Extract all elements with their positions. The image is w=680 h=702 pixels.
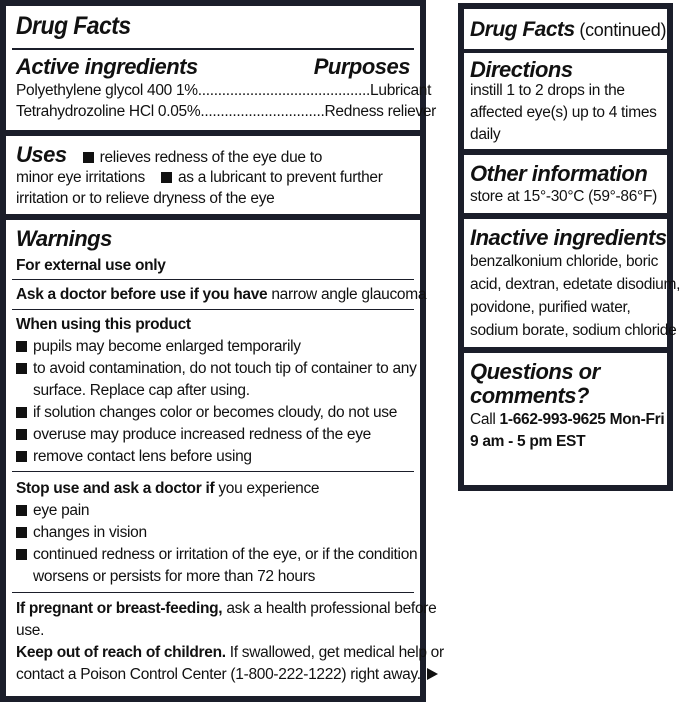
- active-ingredients-box: [6, 6, 437, 130]
- directions-line: affected eye(s) up to 4 times: [470, 104, 657, 121]
- warnings-box: [6, 220, 444, 696]
- bullet-square-icon: [16, 407, 27, 418]
- ingredient-name: Tetrahydrozoline HCl 0.05%: [16, 103, 201, 120]
- when-item-text: remove contact lens before using: [33, 448, 252, 465]
- stop-item-text: eye pain: [33, 502, 90, 519]
- purpose-label: Redness reliever: [324, 103, 437, 120]
- directions-box: [464, 53, 667, 149]
- bullet-square-icon: [16, 429, 27, 440]
- bullet-square-icon: [83, 152, 94, 163]
- when-item: [16, 446, 252, 468]
- keep-out-bold: Keep out of reach of children.: [16, 644, 226, 661]
- keep-out-cont: contact a Poison Control Center (1-800-222-1222) right away.: [16, 666, 421, 683]
- stop-item: [16, 500, 89, 522]
- ingredient-name: Polyethylene glycol 400 1%: [16, 82, 198, 99]
- stop-use-line: [16, 478, 319, 500]
- when-item: [16, 358, 417, 380]
- when-item-text: pupils may become enlarged temporarily: [33, 338, 301, 355]
- drug-facts-title: Drug Facts: [16, 12, 131, 40]
- pregnant-text: ask a health professional before: [222, 600, 437, 617]
- section-rule: [12, 471, 414, 472]
- active-row-1: [16, 81, 432, 101]
- keep-out-text: If swallowed, get medical help or: [225, 644, 444, 661]
- hours-text: 9 am - 5 pm EST: [470, 433, 586, 450]
- questions-box: [464, 353, 667, 485]
- section-rule: [12, 309, 414, 310]
- inactive-ingredients-heading: Inactive ingredients: [470, 225, 667, 250]
- inactive-line: sodium borate, sodium chloride: [470, 322, 677, 339]
- comments-heading: comments?: [470, 383, 589, 408]
- when-item: [16, 402, 397, 424]
- when-item: [16, 336, 301, 358]
- other-information-heading: Other information: [470, 161, 648, 186]
- contact-line: [470, 409, 664, 431]
- stop-item: [16, 544, 417, 566]
- active-heading-row: [16, 54, 410, 79]
- section-rule: [12, 592, 414, 593]
- bullet-square-icon: [16, 527, 27, 538]
- uses-line-3: irritation or to relieve dryness of the eye: [16, 190, 275, 207]
- inactive-line: benzalkonium chloride, boric: [470, 253, 659, 270]
- uses-text: relieves redness of the eye due to: [99, 149, 323, 166]
- external-use-text: For external use only: [16, 257, 166, 274]
- bullet-square-icon: [16, 549, 27, 560]
- stop-item-text: changes in vision: [33, 524, 147, 541]
- directions-line: instill 1 to 2 drops in the: [470, 82, 625, 99]
- warnings-heading: Warnings: [16, 226, 112, 251]
- keep-out-cont-line: [16, 664, 438, 686]
- inactive-line: povidone, purified water,: [470, 299, 631, 316]
- stop-use-text: you experience: [214, 480, 320, 497]
- bullet-square-icon: [16, 341, 27, 352]
- directions-heading: Directions: [470, 57, 573, 82]
- ask-doctor-line: [16, 284, 426, 306]
- continued-title: [470, 17, 666, 42]
- uses-box: [6, 136, 420, 214]
- section-rule: [12, 279, 414, 280]
- stop-use-bold: Stop use and ask a doctor if: [16, 480, 215, 497]
- directions-line: daily: [470, 126, 501, 143]
- active-ingredients-heading: Active ingredients: [16, 54, 198, 79]
- leader-dots: ...............................: [200, 103, 325, 120]
- continue-arrow-icon: [427, 668, 438, 680]
- stop-item-cont: worsens or persists for more than 72 hours: [33, 568, 316, 585]
- inactive-line: acid, dextran, edetate disodium,: [470, 276, 680, 293]
- other-information-box: [464, 155, 667, 213]
- title-rule: [12, 48, 414, 50]
- when-item-cont: surface. Replace cap after using.: [33, 382, 250, 399]
- bullet-square-icon: [161, 172, 172, 183]
- when-item: [16, 424, 371, 446]
- stop-item: [16, 522, 147, 544]
- purpose-label: Lubricant: [370, 82, 432, 99]
- inactive-ingredients-box: [464, 219, 680, 347]
- continued-title-suffix: (continued): [574, 20, 667, 40]
- uses-text: minor eye irritations: [16, 169, 145, 186]
- stop-item-text: continued redness or irritation of the eye, or if the condition: [33, 546, 418, 563]
- when-item-text: overuse may produce increased redness of the eye: [33, 426, 371, 443]
- pregnant-bold: If pregnant or breast-feeding,: [16, 600, 223, 617]
- pregnant-line: [16, 598, 436, 620]
- active-row-2: [16, 102, 437, 122]
- drug-facts-panel-right: [458, 3, 680, 491]
- continued-title-main: Drug Facts: [470, 18, 575, 41]
- purposes-heading: Purposes: [313, 54, 410, 79]
- bullet-square-icon: [16, 451, 27, 462]
- phone-number: 1-662-993-9625 Mon-Fri: [499, 411, 665, 428]
- uses-text: as a lubricant to prevent further: [177, 169, 383, 186]
- when-item-text: to avoid contamination, do not touch tip of container to any: [33, 360, 417, 377]
- uses-heading: Uses: [16, 142, 67, 167]
- ask-doctor-text: narrow angle glaucoma: [267, 286, 427, 303]
- when-item-text: if solution changes color or becomes cloudy, do not use: [33, 404, 398, 421]
- when-using-heading: When using this product: [16, 316, 191, 333]
- call-label: Call: [470, 411, 500, 428]
- questions-heading: Questions or: [470, 359, 600, 384]
- pregnant-cont: use.: [16, 622, 45, 639]
- storage-text: store at 15°-30°C (59°-86°F): [470, 188, 657, 205]
- uses-line-1: [16, 142, 322, 169]
- uses-line-2: [16, 167, 383, 189]
- continued-title-box: [464, 9, 667, 49]
- bullet-square-icon: [16, 363, 27, 374]
- bullet-square-icon: [16, 505, 27, 516]
- leader-dots: ...........................................: [197, 82, 371, 99]
- ask-doctor-bold: Ask a doctor before use if you have: [16, 286, 268, 303]
- keep-out-line: [16, 642, 444, 664]
